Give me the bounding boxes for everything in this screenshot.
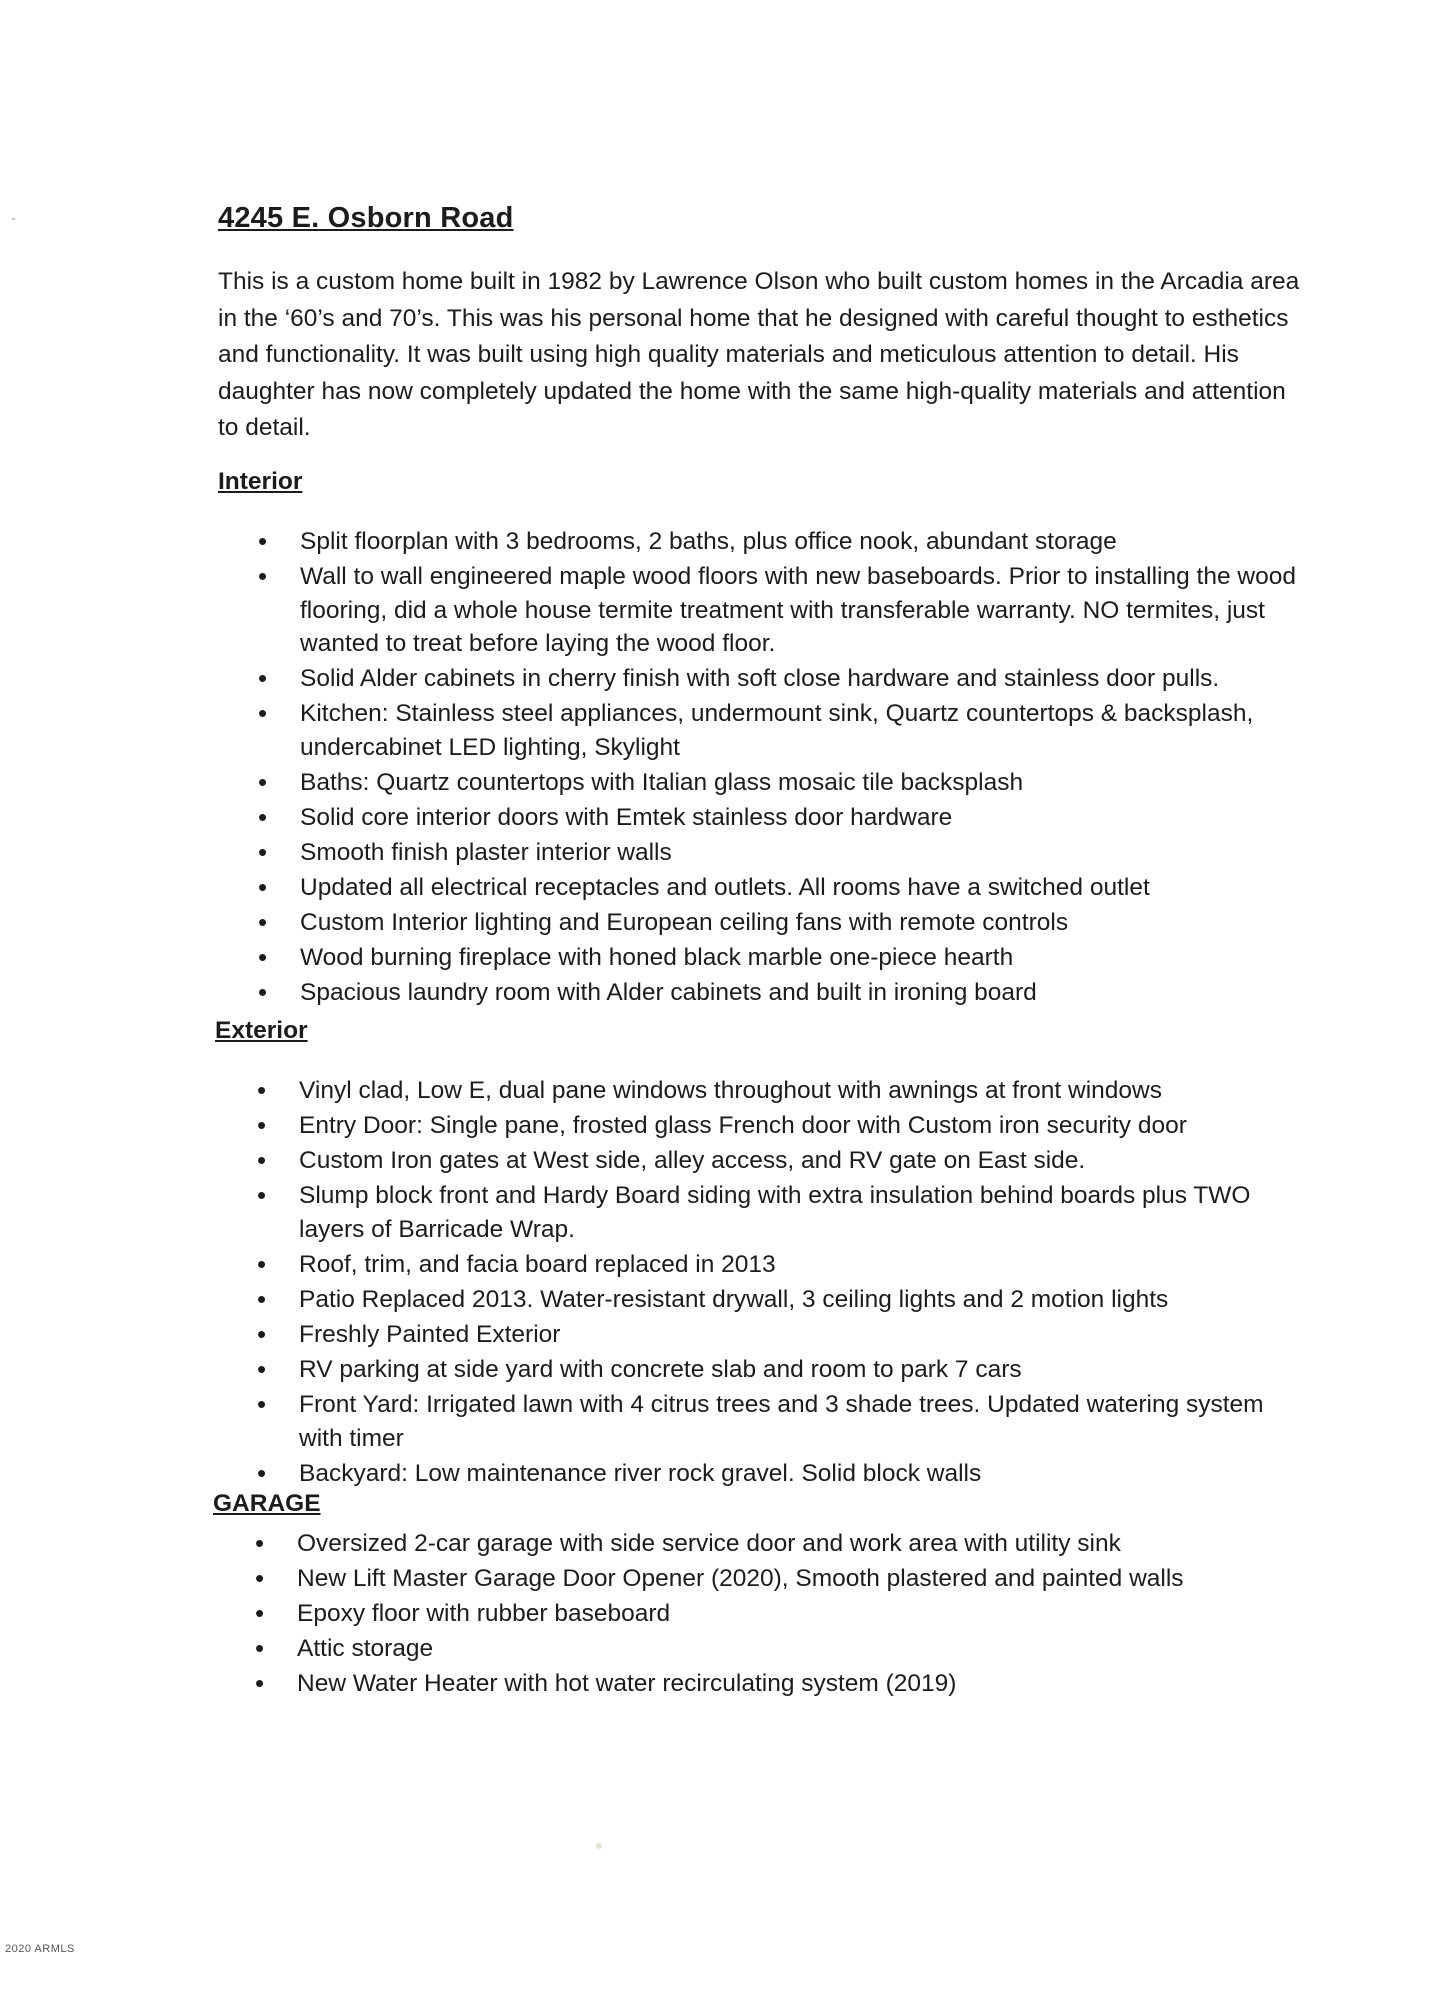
- exterior-list: [257, 1074, 1309, 1492]
- list-item: • Front Yard: Irrigated lawn with 4 citrus trees and 3 shade trees. Updated watering system with timer: [257, 1388, 1309, 1455]
- list-item: • Patio Replaced 2013. Water-resistant drywall, 3 ceiling lights and 2 motion lights: [257, 1283, 1309, 1317]
- interior-list: [258, 525, 1308, 1012]
- interior-heading: Interior: [218, 468, 303, 495]
- list-item: • Solid Alder cabinets in cherry finish with soft close hardware and stainless door pulls.: [258, 662, 1308, 696]
- list-item: • Smooth finish plaster interior walls: [258, 836, 1308, 870]
- garage-list: [255, 1527, 1307, 1702]
- list-item: • Kitchen: Stainless steel appliances, undermount sink, Quartz countertops & backsplash, undercabinet LED lighting, Skylight: [258, 697, 1308, 764]
- list-item: • Slump block front and Hardy Board siding with extra insulation behind boards plus TWO layers of Barricade Wrap.: [257, 1179, 1309, 1246]
- list-item: • Solid core interior doors with Emtek stainless door hardware: [258, 801, 1308, 835]
- list-item: • Backyard: Low maintenance river rock gravel. Solid block walls: [257, 1457, 1309, 1491]
- exterior-heading: Exterior: [215, 1017, 308, 1044]
- footer-watermark: 2020 ARMLS: [5, 1943, 75, 1955]
- list-item: • Updated all electrical receptacles and outlets. All rooms have a switched outlet: [258, 871, 1308, 905]
- list-item: • Roof, trim, and facia board replaced in 2013: [257, 1248, 1309, 1282]
- list-item: • Epoxy floor with rubber baseboard: [255, 1597, 1307, 1631]
- list-item: • Wood burning fireplace with honed black marble one-piece hearth: [258, 941, 1308, 975]
- scan-speck: [12, 218, 15, 220]
- list-item: • Entry Door: Single pane, frosted glass French door with Custom iron security door: [257, 1109, 1309, 1143]
- list-item: • New Lift Master Garage Door Opener (2020), Smooth plastered and painted walls: [255, 1562, 1307, 1596]
- list-item: • Custom Interior lighting and European ceiling fans with remote controls: [258, 906, 1308, 940]
- page-title: 4245 E. Osborn Road: [218, 202, 514, 234]
- list-item: • Vinyl clad, Low E, dual pane windows throughout with awnings at front windows: [257, 1074, 1309, 1108]
- list-item: • Attic storage: [255, 1632, 1307, 1666]
- list-item: • Spacious laundry room with Alder cabinets and built in ironing board: [258, 976, 1308, 1010]
- list-item: • New Water Heater with hot water recirculating system (2019): [255, 1667, 1307, 1701]
- list-item: • Baths: Quartz countertops with Italian glass mosaic tile backsplash: [258, 766, 1308, 800]
- list-item: • RV parking at side yard with concrete slab and room to park 7 cars: [257, 1353, 1309, 1387]
- garage-heading: GARAGE: [213, 1490, 321, 1517]
- list-item: • Oversized 2-car garage with side service door and work area with utility sink: [255, 1527, 1307, 1561]
- list-item: • Wall to wall engineered maple wood floors with new baseboards. Prior to installing the wood flooring, did a whole house termite treatment with transferable warranty. NO termites, just wanted to treat before laying the wood floor.: [258, 560, 1308, 661]
- intro-paragraph: This is a custom home built in 1982 by Lawrence Olson who built custom homes in the Arcadia area in the ‘60’s and 70’s. This was his personal home that he designed with careful thought to esthetics and functionality. It was built using high quality materials and meticulous attention to detail. His daughter has now completely updated the home with the same high-quality materials and attention to detail.: [218, 268, 1300, 441]
- list-item: • Freshly Painted Exterior: [257, 1318, 1309, 1352]
- list-item: • Split floorplan with 3 bedrooms, 2 baths, plus office nook, abundant storage: [258, 525, 1308, 559]
- list-item: • Custom Iron gates at West side, alley access, and RV gate on East side.: [257, 1144, 1309, 1178]
- scan-speck: [596, 1843, 602, 1849]
